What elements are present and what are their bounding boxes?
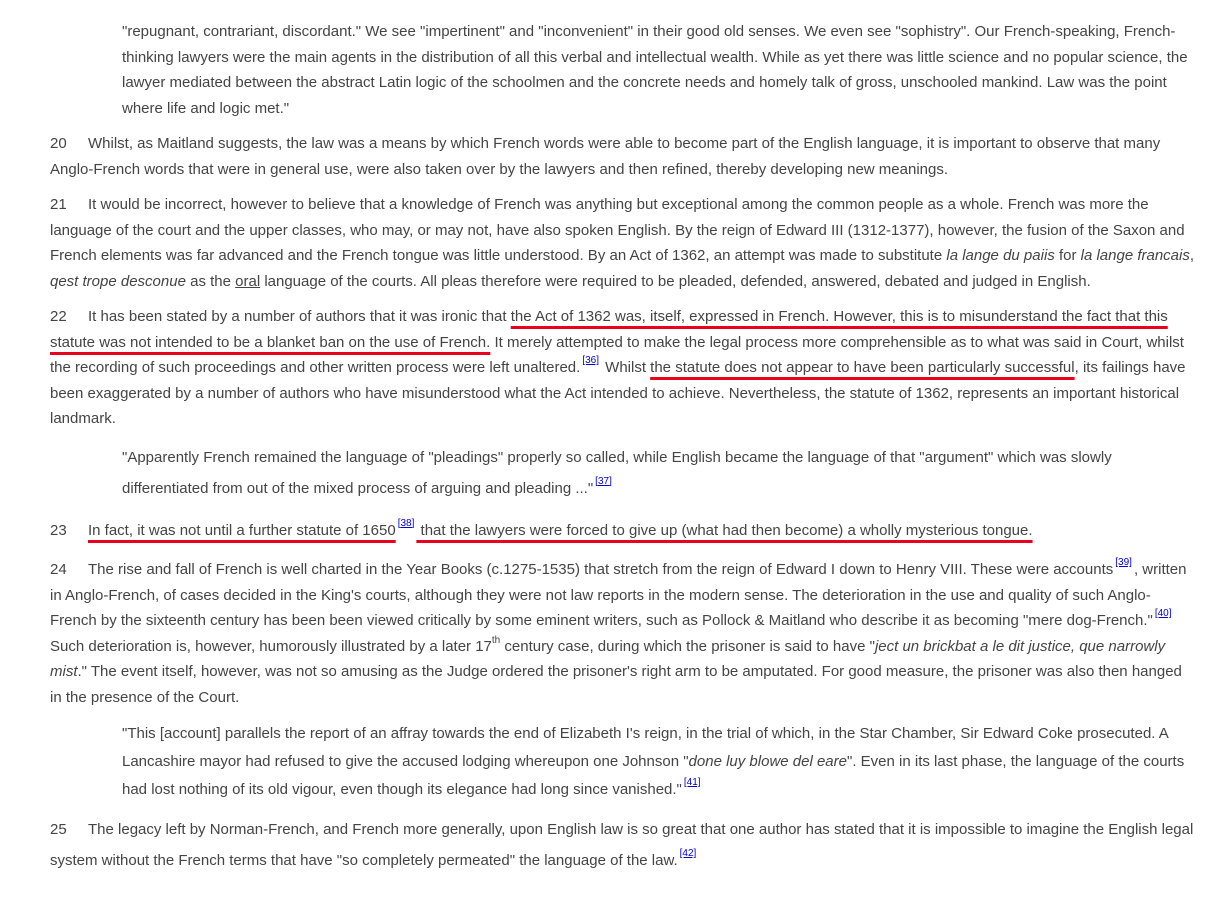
paragraph-text: Whilst, as Maitland suggests, the law was a means by which French words were able to become part of the English language, it is important to observe that many Anglo-French words that were in general use, were also taken over by the lawyers and then refined, thereby developing new meanings. [50,135,1161,178]
superscript: th [491,634,501,646]
italic-quote: ject un brickbat a le dit justice, que narrowly mist [50,637,1166,680]
paragraph-text: Whilst [601,359,651,376]
block-quote [122,720,1195,804]
paragraph-text: Such deterioration is, however, humorously illustrated by a later 17 [50,637,492,655]
italic-quote: done luy blowe del eare [688,753,847,770]
paragraph-text: It would be incorrect, however to believe that a knowledge of French was anything but exceptional among the common people as a whole. French was more the language of the court and the upper classes, who may, or may not, have also spoken English. By the reign of Edward III (1312-1377), however, the fusion of the Saxon and French elements was far advanced and the French tongue was little understood. By an Act of 1362, an attempt was made to substitute [50,196,1185,264]
paragraph-22 [50,304,1195,432]
block-quote [122,19,1195,121]
paragraph-number: 23 [50,521,67,539]
paragraph-text: century case, during which the prisoner is said to have " [500,637,875,655]
paragraph-text: , its failings have been exaggerated by a number of authors who have misunderstood what the Act intended to achieve. Nevertheless, the statute of 1362, represents an important historical landmark. [50,359,1186,427]
footnote-link-39[interactable]: [39] [1115,557,1132,568]
paragraph-20 [50,131,1195,182]
paragraph-text: for [1054,247,1081,264]
footnote-link-42[interactable]: [42] [679,848,697,859]
block-quote [122,442,1195,504]
footnote-link-36[interactable]: [36] [582,355,599,366]
paragraph-text: , [1189,247,1195,264]
paragraph-text: , written in Anglo-French, of cases decided in the King's courts, although they were not law reports in the modern sense. The deterioration in the use and quality of such Anglo-French by the sixteenth century has been been viewed critically by some eminent writers, such as Pollock & Maitland who describe it as becoming "mere dog-French." [50,561,1187,629]
footnote-link-41[interactable]: [41] [683,777,701,788]
paragraph-24 [50,557,1195,710]
quote-text: "This [account] parallels the report of an affray towards the end of Elizabeth I's reign, in the trial of which, in the Star Chamber, Sir Edward Coke prosecuted. A Lancashire mayor had refused to give the accused lodging whereupon one Johnson " [122,725,1168,770]
italic-term: la lange du paiis [946,247,1055,264]
red-underline-highlight: In fact, it was not until a further statute of 1650 [88,521,396,539]
paragraph-25 [50,814,1195,876]
paragraph-number: 24 [50,561,67,578]
quote-text: "Apparently French remained the language of "pleadings" properly so called, while English became the language of that "argument" which was slowly differentiated from out of the mixed process of arguing and pleading ..." [122,448,1112,497]
paragraph-number: 25 [50,821,67,838]
paragraph-number: 22 [50,308,67,325]
paragraph-number: 20 [50,135,67,152]
paragraph-text: The legacy left by Norman-French, and French more generally, upon English law is so great that one author has stated that it is impossible to imagine the English legal system without the French terms that have "so completely permeated" the language of the law. [50,821,1194,869]
red-underline-highlight: the Act of 1362 was, itself, expressed in French. However, this is to misunderstand the fact that this statute was not intended to be a blanket ban on the use of French. [50,308,1168,351]
underlined-term: oral [235,272,261,290]
red-underline-highlight: the statute does not appear to have been particularly successful [650,359,1075,376]
quote-text: "repugnant, contrariant, discordant." We see "impertinent" and "inconvenient" in their good old senses. We even see "sophistry". Our French-speaking, French-thinking lawyers were the main agents in the distribution of all this verbal and intellectual wealth. While as yet there was little science and no popular science, the lawyer mediated between the abstract Latin logic of the schoolmen and the concrete needs and homely talk of gross, unschooled mankind. Law was the point where life and logic met." [122,23,1188,117]
quote-text: ". Even in its last phase, the language of the courts had lost nothing of its old vigour, even though its elegance had long since vanished." [122,753,1185,798]
paragraph-21 [50,192,1195,294]
paragraph-number: 21 [50,196,67,213]
paragraph-text: The rise and fall of French is well charted in the Year Books (c.1275-1535) that stretch from the reign of Edward I down to Henry VIII. These were accounts [88,561,1114,578]
italic-term: la lange francais [1080,247,1190,264]
red-underline-highlight: that the lawyers were forced to give up (what had then become) a wholly mysterious tongue. [416,521,1033,539]
document-body [50,19,1195,886]
paragraph-text: It has been stated by a number of authors that it was ironic that [88,308,511,325]
footnote-link-37[interactable]: [37] [595,475,612,487]
paragraph-text: language of the courts. All pleas therefore were required to be pleaded, defended, answered, debated and judged in English. [260,272,1091,290]
paragraph-text: ." The event itself, however, was not so amusing as the Judge ordered the prisoner's right arm to be amputated. For good measure, the prisoner was also then hanged in the presence of the Court. [50,663,1182,706]
footnote-link-40[interactable]: [40] [1154,608,1172,619]
italic-term: qest trope desconue [50,272,186,290]
paragraph-text: as the [185,272,236,290]
paragraph-text: It merely attempted to make the legal process more comprehensible as to what was said in Court, whilst the recording of such proceedings and other written process were left unaltered. [50,333,1184,376]
paragraph-23 [50,518,1195,544]
footnote-link-38[interactable]: [38] [397,517,415,529]
